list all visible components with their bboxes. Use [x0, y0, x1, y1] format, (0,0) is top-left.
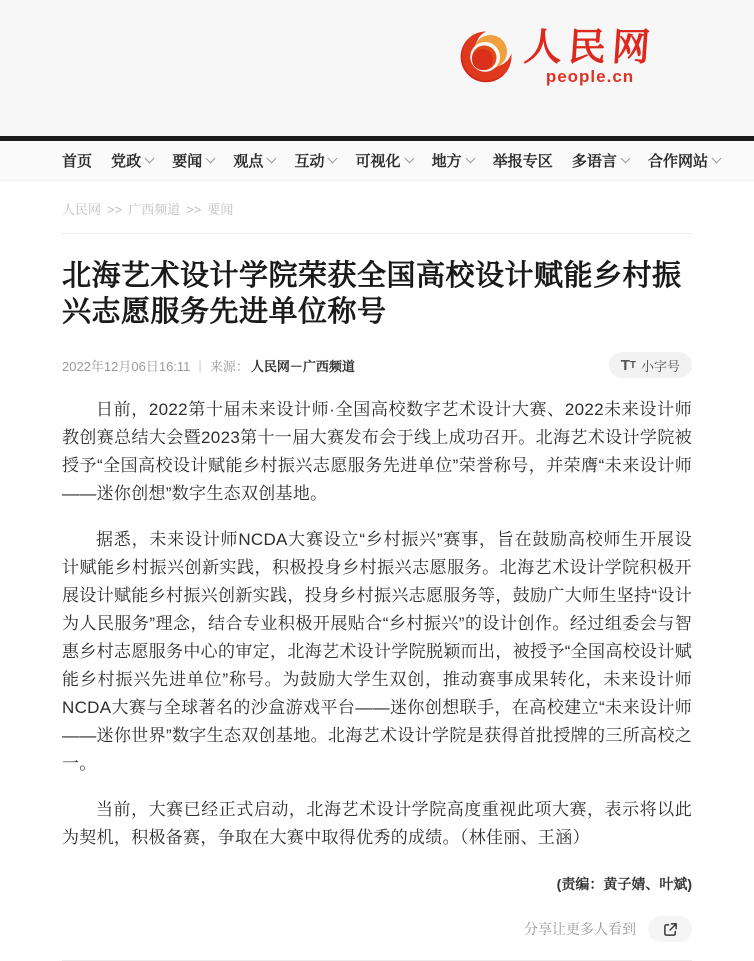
- source-label: 来源：: [209, 358, 249, 374]
- nav-item-合作网站[interactable]: [648, 150, 720, 171]
- article-body: [62, 396, 692, 852]
- article-content: [62, 199, 692, 942]
- chevron-down-icon: [465, 154, 475, 164]
- nav-item-label: 举报专区: [492, 153, 553, 170]
- nav-item-首页[interactable]: [62, 150, 92, 171]
- site-header: [0, 0, 754, 136]
- breadcrumb-separator: >>: [107, 202, 123, 217]
- breadcrumb-divider: [62, 233, 692, 234]
- meta-separator: |: [198, 357, 202, 373]
- nav-item-label: 多语言: [571, 153, 617, 170]
- chevron-down-icon: [712, 154, 722, 164]
- chevron-down-icon: [328, 154, 338, 164]
- breadcrumb-link[interactable]: 要闻: [207, 202, 234, 217]
- nav-item-地方[interactable]: [432, 150, 474, 171]
- breadcrumb-separator: >>: [186, 202, 202, 217]
- chevron-down-icon: [620, 154, 630, 164]
- font-size-label: 小字号: [640, 358, 680, 374]
- editor-credit: (责编：黄子婧、叶斌): [556, 876, 692, 892]
- article-paragraph: 当前，大赛已经正式启动，北海艺术设计学院高度重视此项大赛，表示将以此为契机，积极备赛，争取在大赛中取得优秀的成绩。（林佳丽、王涵）: [62, 800, 692, 847]
- share-button[interactable]: [648, 916, 692, 942]
- chevron-down-icon: [206, 154, 216, 164]
- nav-item-多语言[interactable]: [572, 150, 629, 171]
- article-paragraph: 据悉，未来设计师NCDA大赛设立“乡村振兴”赛事，旨在鼓励高校师生开展设计赋能乡村振兴创新实践，积极投身乡村振兴志愿服务。北海艺术设计学院积极开展设计赋能乡村振兴创新实践，投身乡村振兴志愿服务等，鼓励广大师生坚持“设计为人民服务”理念，结合专业积极开展贴合“乡村振兴”的设计创作。经过组委会与智惠乡村志愿服务中心的审定，北海艺术设计学院脱颖而出，被授予“全国高校设计赋能乡村振兴先进单位”称号。为鼓励大学生双创，推动赛事成果转化，未来设计师NCDA大赛与全球著名的沙盒游戏平台——迷你创想联手，在高校建立“未来设计师——迷你世界”数字生态双创基地。北海艺术设计学院是获得首批授牌的三所高校之一。: [62, 530, 692, 773]
- chevron-down-icon: [145, 154, 155, 164]
- external-link-icon: [663, 922, 678, 937]
- article-date: 2022年12月06日16:11: [62, 358, 191, 374]
- nav-item-label: 观点: [233, 153, 264, 170]
- nav-item-要闻[interactable]: [172, 150, 214, 171]
- nav-item-label: 互动: [294, 153, 325, 170]
- chevron-down-icon: [404, 154, 414, 164]
- nav-item-label: 地方: [431, 153, 462, 170]
- article-meta-row: [62, 352, 692, 378]
- nav-item-label: 要闻: [172, 153, 203, 170]
- article-paragraph: 日前，2022第十届未来设计师·全国高校数字艺术设计大赛、2022未来设计师教创赛总结大会暨2023第十一届大赛发布会于线上成功召开。北海艺术设计学院被授予“全国高校设计赋能乡村振兴志愿服务先进单位”荣誉称号，并荣膺“未来设计师——迷你创想”数字生态双创基地。: [62, 400, 692, 503]
- nav-item-互动[interactable]: [294, 150, 336, 171]
- nav-item-label: 首页: [62, 153, 93, 170]
- share-label: 分享让更多人看到: [524, 921, 636, 937]
- main-nav: [0, 141, 754, 181]
- nav-item-label: 党政: [111, 153, 142, 170]
- breadcrumb-link[interactable]: 人民网: [62, 202, 102, 217]
- logo-domain-text: people.cn: [545, 67, 635, 86]
- logo-chinese-text: 人民网: [522, 24, 658, 69]
- people-cn-logo-icon: [458, 26, 514, 86]
- font-size-button[interactable]: T T 小字号: [609, 352, 692, 378]
- source-link[interactable]: 人民网－广西频道: [250, 358, 355, 374]
- breadcrumb-link[interactable]: 广西频道: [128, 202, 181, 217]
- nav-item-观点[interactable]: [233, 150, 275, 171]
- share-row: [62, 916, 692, 942]
- nav-item-党政[interactable]: [111, 150, 153, 171]
- nav-item-label: 合作网站: [647, 153, 708, 170]
- page-title: 北海艺术设计学院荣获全国高校设计赋能乡村振兴志愿服务先进单位称号: [62, 260, 682, 328]
- chevron-down-icon: [267, 154, 277, 164]
- nav-item-举报专区[interactable]: [493, 150, 553, 171]
- font-size-icon: T: [620, 356, 630, 374]
- nav-item-可视化[interactable]: [356, 150, 413, 171]
- article-meta: [62, 356, 355, 375]
- breadcrumb: [62, 199, 692, 218]
- nav-item-label: 可视化: [355, 153, 401, 170]
- people-cn-logo[interactable]: [458, 26, 656, 86]
